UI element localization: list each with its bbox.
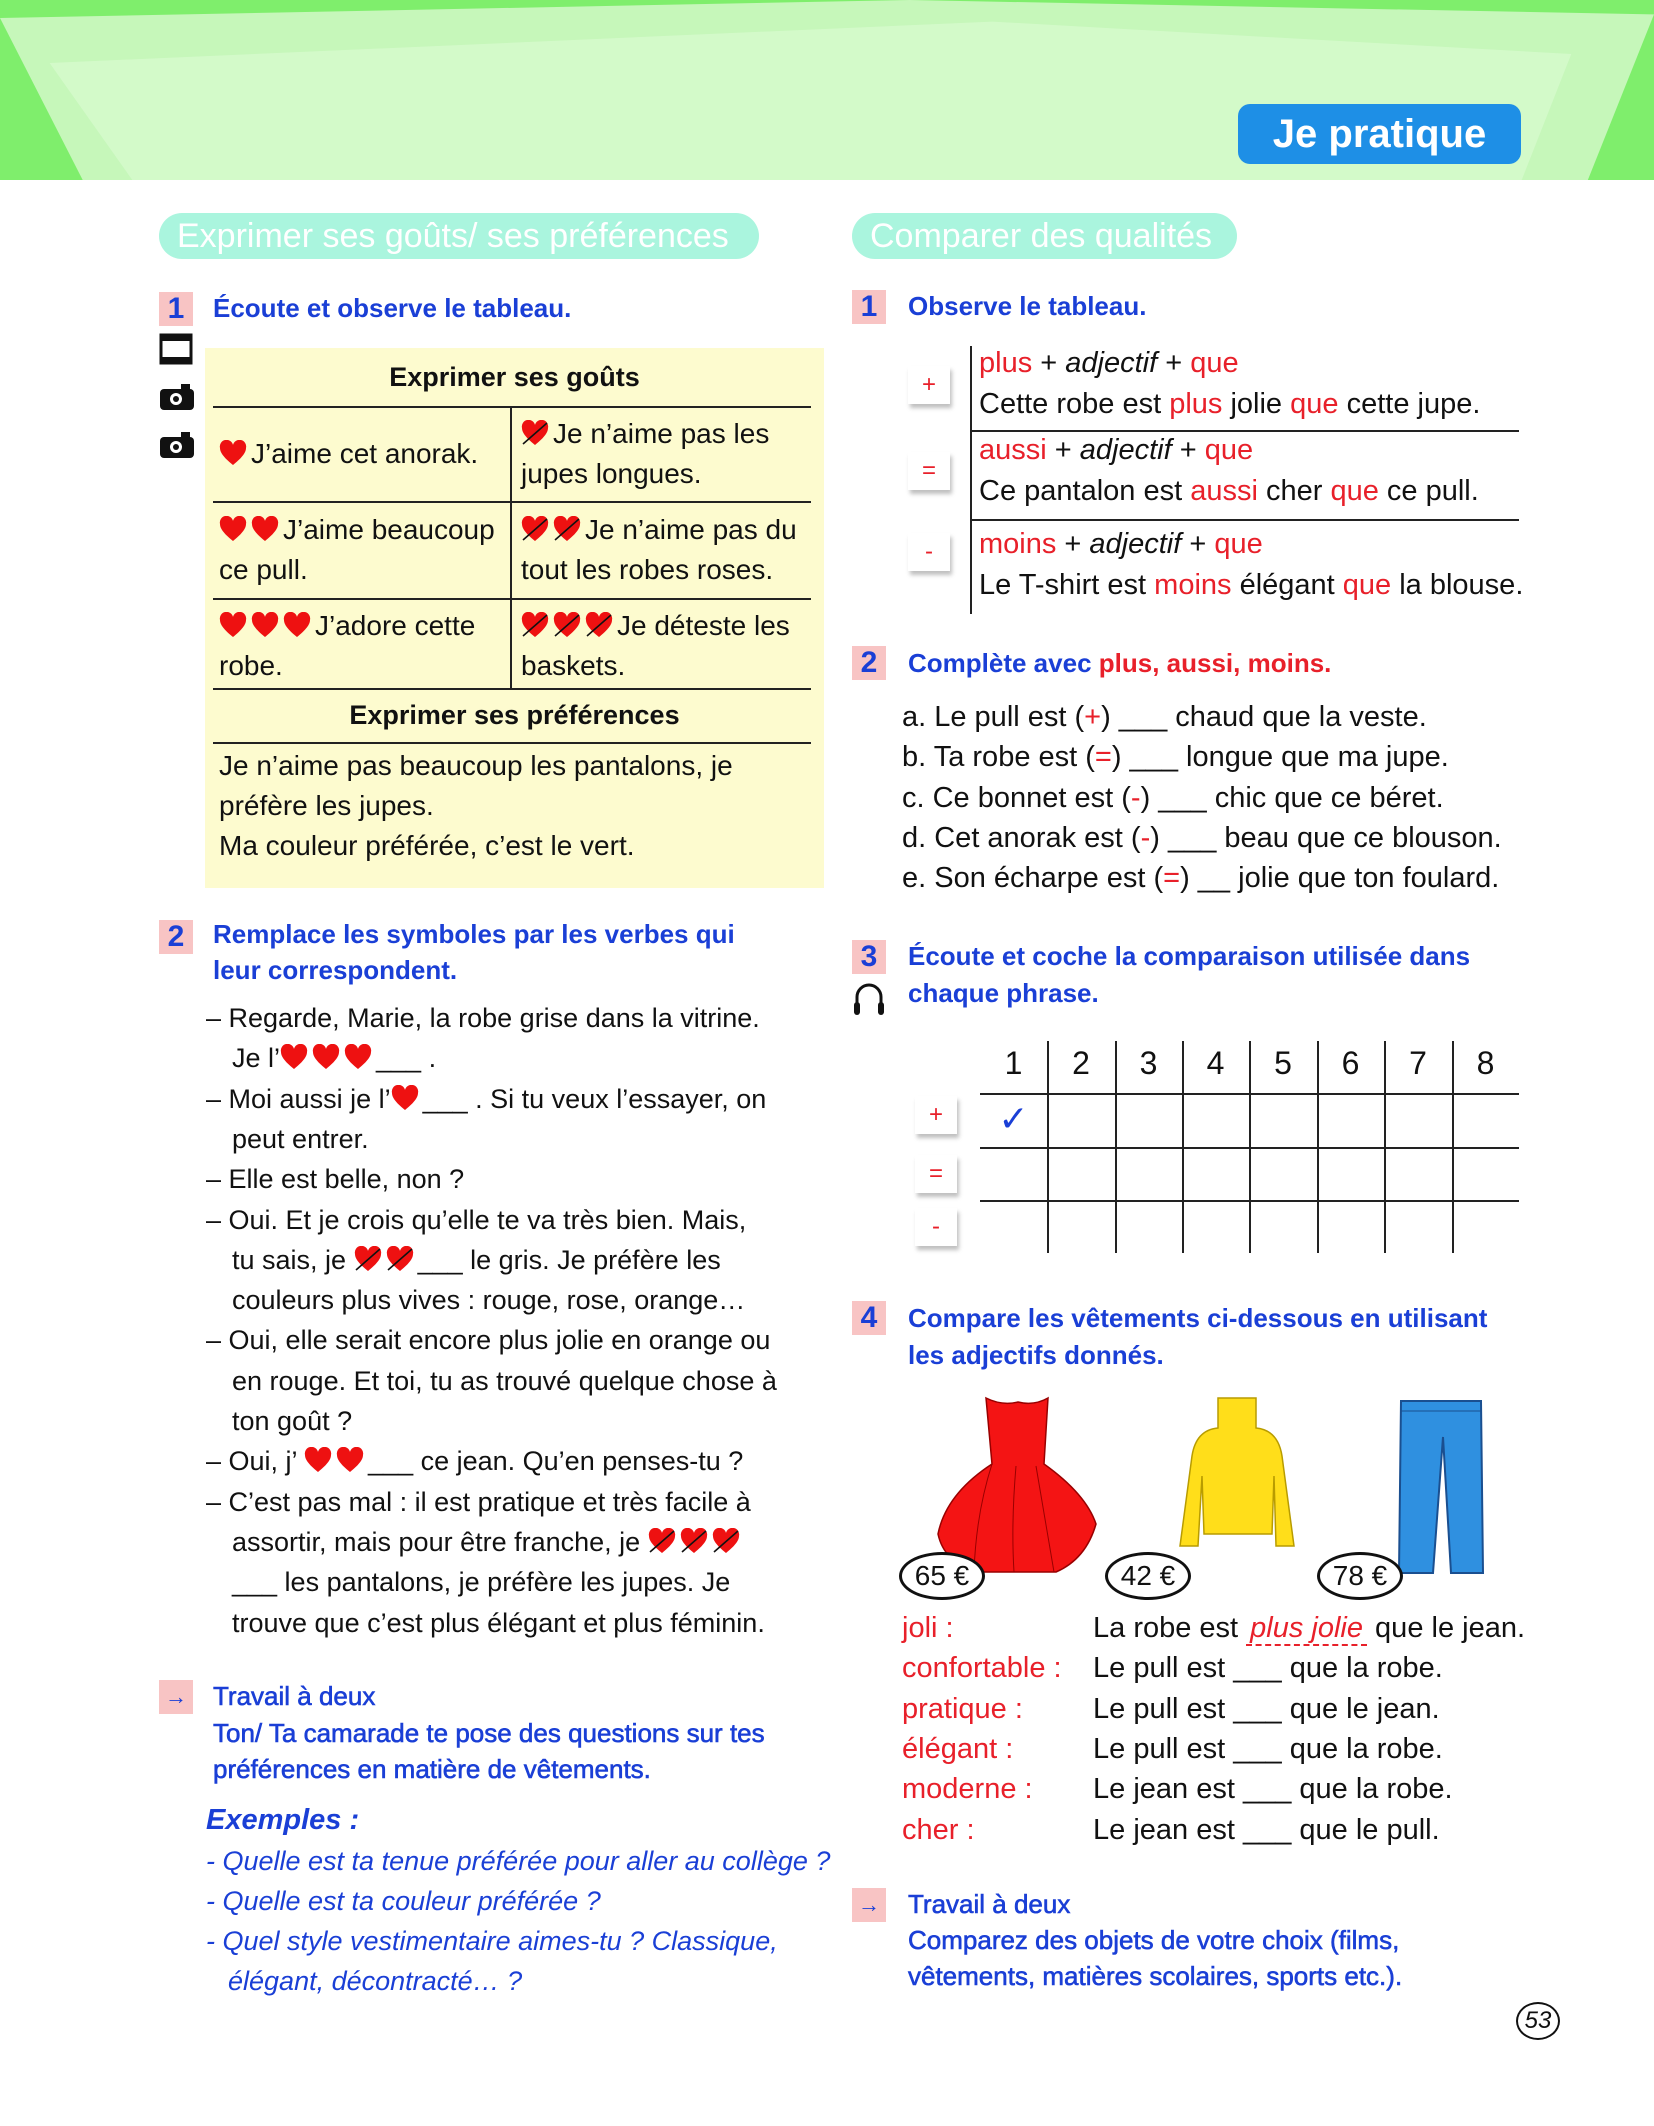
check-cell[interactable] — [1047, 1148, 1115, 1200]
plus-sign: + — [1165, 347, 1183, 379]
line-text: ton goût ? — [232, 1406, 353, 1436]
price-tag-sweater: 42 € — [1105, 1552, 1191, 1600]
sentence-part: La robe est — [1093, 1612, 1247, 1644]
line-text: ___ le gris. Je préfère les — [417, 1244, 721, 1275]
sign-box-2: - — [908, 533, 950, 571]
section-title-right: Comparer des qualités — [852, 213, 1237, 259]
check-cell[interactable] — [1115, 1148, 1182, 1200]
preference-line: Ma couleur préférée, c’est le vert. — [219, 830, 635, 861]
price-tag-jeans: 78 € — [1317, 1552, 1403, 1600]
check-cell[interactable] — [1384, 1201, 1452, 1253]
sentence-part: Ce pantalon est — [979, 475, 1191, 507]
heart-icon — [336, 1447, 364, 1473]
red-dress-image — [936, 1394, 1098, 1574]
dialogue-line — [232, 1401, 352, 1441]
dialogue-line — [232, 1280, 745, 1320]
line-text: Oui, j’ — [228, 1446, 305, 1477]
blue-jeans-image — [1397, 1397, 1487, 1577]
table-header-tastes: Exprimer ses goûts — [389, 362, 640, 392]
sentence-part: que le jean. — [1367, 1612, 1526, 1644]
item-pre: d. Cet anorak est ( — [902, 821, 1141, 854]
example-sentence — [979, 384, 1480, 424]
comparison-sentence — [1093, 1810, 1440, 1850]
sentence-part: que — [1342, 569, 1392, 601]
table-cell-like — [219, 510, 495, 590]
sentence-part: Cette robe est — [979, 388, 1170, 420]
check-mark[interactable]: ✓ — [998, 1098, 1029, 1139]
cell-text: Je n’aime pas les — [553, 418, 770, 449]
exercise-title-line: leur correspondent. — [213, 955, 458, 985]
adjective: moderne : — [902, 1773, 1033, 1806]
example-line: - Quel style vestimentaire aimes-tu ? Classique, — [206, 1926, 778, 1956]
examples-label: Exemples : — [206, 1804, 360, 1836]
column-number: 7 — [1409, 1045, 1427, 1081]
sentence-part: aussi — [1190, 475, 1258, 507]
film-icon[interactable] — [159, 333, 193, 365]
check-cell[interactable] — [1384, 1096, 1452, 1147]
line-text: C’est pas mal : il est pratique et très facile à — [228, 1486, 751, 1517]
cell-text: tout les robes roses. — [521, 554, 774, 585]
line-text: Oui. Et je crois qu’elle te va très bien. Mais, — [228, 1204, 747, 1235]
check-cell[interactable] — [1249, 1096, 1317, 1147]
item-sign: - — [1140, 821, 1151, 854]
line-text: assortir, mais pour être franche, je — [232, 1526, 648, 1557]
headphones-icon[interactable] — [852, 980, 886, 1016]
comparative-word: plus — [979, 347, 1033, 379]
check-cell[interactable] — [1047, 1096, 1115, 1147]
sentence-part: Le T-shirt est — [979, 569, 1155, 601]
adjective: joli : — [902, 1612, 954, 1644]
exercise-title: Observe le tableau. — [908, 291, 1147, 321]
sentence-part: ce pull. — [1378, 475, 1479, 507]
pair-work-line: Ton/ Ta camarade te pose des questions sur tes — [213, 1718, 765, 1748]
line-text: Je l’ — [232, 1043, 281, 1074]
fill-item — [902, 818, 1502, 858]
camera-icon[interactable] — [159, 431, 195, 459]
answer: plus jolie — [1246, 1612, 1367, 1646]
adjective: élégant : — [902, 1732, 1014, 1765]
adjective-label: adjectif — [1079, 434, 1172, 466]
comparative-word: moins — [979, 528, 1057, 560]
cell-text: J’adore cette — [315, 610, 476, 641]
sentence-part: Le jean est ___ que le pull. — [1093, 1813, 1440, 1846]
crossed-heart-icon — [354, 1246, 382, 1272]
item-pre: e. Son écharpe est ( — [902, 862, 1164, 895]
dialogue-line: – C’est pas mal : il est pratique et très facile à — [206, 1486, 751, 1517]
adjective: pratique : — [902, 1692, 1023, 1725]
check-cell[interactable] — [1452, 1201, 1519, 1253]
line-text: ___ . Si tu veux l’essayer, on — [422, 1083, 767, 1114]
exercise-number: 2 — [852, 646, 886, 680]
sentence-part: Le jean est ___ que la robe. — [1093, 1773, 1453, 1806]
check-cell[interactable] — [1317, 1148, 1384, 1200]
que-word: que — [1204, 434, 1254, 466]
formula — [979, 343, 1239, 383]
check-cell[interactable] — [1182, 1096, 1249, 1147]
crossed-heart-icon — [712, 1528, 740, 1554]
exercise-title-line: chaque phrase. — [908, 978, 1099, 1008]
plus-sign: + — [1179, 434, 1197, 466]
comparison-sentence — [1093, 1648, 1443, 1688]
title-text: Complète avec — [908, 648, 1092, 678]
crossed-heart-icon — [553, 612, 581, 638]
table-cell-like — [219, 606, 475, 686]
crossed-heart-icon — [386, 1246, 414, 1272]
exercise-title-line: Remplace les symboles par les verbes qui — [213, 919, 735, 949]
exercise-title: Écoute et observe le tableau. — [213, 293, 572, 323]
example-line: élégant, décontracté… ? — [228, 1966, 523, 1996]
table-cell-like — [219, 434, 478, 474]
line-text: ___ les pantalons, je préfère les jupes. Je — [232, 1567, 731, 1598]
exercise-title-line: Écoute et coche la comparaison utilisée dans — [908, 941, 1471, 971]
sign-box-2: - — [915, 1208, 957, 1246]
sign-box-0: + — [908, 366, 950, 404]
fill-item — [902, 778, 1444, 818]
crossed-heart-icon — [680, 1528, 708, 1554]
check-cell[interactable] — [1384, 1148, 1452, 1200]
preference-line: Je n’aime pas beaucoup les pantalons, je — [219, 750, 733, 781]
exercise-number: 1 — [159, 292, 193, 326]
check-cell[interactable] — [1452, 1096, 1519, 1147]
sentence-part: que — [1330, 475, 1379, 507]
fill-item — [902, 858, 1499, 898]
dialogue-line: – Moi aussi je l’ ___ . Si tu veux l’essayer, on — [206, 1083, 767, 1114]
price-tag-dress: 65 € — [899, 1552, 985, 1600]
cell-text: J’aime beaucoup — [283, 514, 495, 545]
exercise-number: 1 — [852, 290, 886, 324]
cell-text: Je n’aime pas du — [585, 514, 797, 545]
plus-sign: + — [1040, 347, 1058, 379]
item-sign: = — [1163, 862, 1181, 895]
check-cell[interactable] — [1047, 1201, 1115, 1253]
comparison-sentence — [1093, 1608, 1525, 1648]
dialogue-line — [232, 1119, 369, 1159]
sentence-part: élégant — [1231, 569, 1343, 601]
exercise-title — [908, 645, 1331, 681]
exercise-number: 4 — [852, 1301, 886, 1335]
formula — [979, 524, 1263, 564]
sentence-part: Le pull est ___ que la robe. — [1093, 1732, 1443, 1765]
table-cell-dislike — [521, 606, 790, 686]
column-number: 5 — [1274, 1045, 1292, 1081]
que-word: que — [1190, 347, 1239, 379]
crossed-heart-icon — [585, 612, 613, 638]
item-post: ) ___ chaud que la veste. — [1101, 701, 1427, 733]
line-text: ___ ce jean. Qu’en penses-tu ? — [368, 1446, 744, 1477]
column-number: 1 — [1004, 1045, 1023, 1081]
heart-icon — [219, 440, 247, 466]
check-cell[interactable] — [1115, 1201, 1182, 1253]
heart-icon — [344, 1044, 372, 1070]
dialogue-line: – Elle est belle, non ? — [206, 1164, 465, 1195]
pair-work-title: Travail à deux — [213, 1681, 376, 1711]
column-number: 6 — [1341, 1045, 1360, 1081]
sentence-part: jolie — [1222, 388, 1291, 420]
column-number: 3 — [1139, 1045, 1158, 1081]
yellow-sweater-image — [1178, 1396, 1296, 1562]
heart-icon — [283, 612, 311, 638]
adjective-label: adjectif — [1089, 528, 1182, 560]
cell-text: J’aime cet anorak. — [251, 438, 479, 469]
item-post: ) ___ chic que ce béret. — [1140, 781, 1444, 814]
sentence-part: que — [1290, 388, 1339, 420]
line-text: Moi aussi je l’ — [228, 1083, 391, 1114]
heart-icon — [251, 612, 279, 638]
example-line: - Quelle est ta tenue préférée pour aller au collège ? — [206, 1846, 831, 1876]
line-text: Elle est belle, non ? — [228, 1164, 465, 1195]
heart-icon — [312, 1044, 340, 1070]
example-line: - Quelle est ta couleur préférée ? — [206, 1886, 601, 1916]
item-pre: c. Ce bonnet est ( — [902, 781, 1131, 814]
check-cell[interactable] — [980, 1201, 1047, 1253]
dialogue-line: – Oui, elle serait encore plus jolie en orange ou — [206, 1325, 771, 1356]
check-cell[interactable] — [980, 1148, 1047, 1200]
check-cell[interactable] — [1115, 1096, 1182, 1147]
crossed-heart-icon — [521, 612, 549, 638]
plus-sign: + — [1064, 528, 1082, 560]
cell-text: jupes longues. — [521, 458, 702, 489]
arrow-icon: → — [852, 1888, 886, 1922]
sign-box-0: + — [915, 1096, 957, 1134]
dialogue-line: – Regarde, Marie, la robe grise dans la vitrine. — [206, 1003, 760, 1033]
cell-text: ce pull. — [219, 554, 308, 585]
heart-icon — [251, 516, 279, 542]
heart-icon — [304, 1447, 332, 1473]
formula — [979, 430, 1253, 470]
sentence-part: Le pull est ___ que la robe. — [1093, 1652, 1443, 1685]
heart-icon — [219, 612, 247, 638]
check-cell[interactable] — [1452, 1148, 1519, 1200]
sentence-part: la blouse. — [1391, 569, 1524, 601]
pair-work-title: Travail à deux — [908, 1889, 1071, 1919]
crossed-heart-icon — [521, 420, 549, 446]
dialogue-line: – Oui. Et je crois qu’elle te va très bien. Mais, — [206, 1204, 747, 1235]
crossed-heart-icon — [553, 516, 581, 542]
line-text: Oui, elle serait encore plus jolie en orange ou — [228, 1325, 771, 1356]
sign-box-1: = — [908, 452, 950, 490]
column-number: 2 — [1072, 1045, 1090, 1081]
arrow-icon: → — [159, 1680, 193, 1714]
fill-item — [902, 697, 1427, 737]
check-cell[interactable] — [1317, 1096, 1384, 1147]
line-text: couleurs plus vives : rouge, rose, orange… — [232, 1285, 746, 1316]
heart-icon — [391, 1085, 419, 1111]
preference-line: préfère les jupes. — [219, 790, 434, 821]
adjective: confortable : — [902, 1652, 1062, 1685]
plus-sign: + — [1054, 434, 1072, 466]
line-text: en rouge. Et toi, tu as trouvé quelque chose à — [232, 1365, 777, 1396]
item-pre: b. Ta robe est ( — [902, 741, 1095, 774]
item-post: ) ___ beau que ce blouson. — [1150, 821, 1502, 854]
line-text: Regarde, Marie, la robe grise dans la vitrine. — [228, 1003, 760, 1033]
dialogue-line — [232, 1522, 744, 1562]
sentence-part: cette jupe. — [1338, 388, 1481, 420]
comparison-sentence — [1093, 1689, 1440, 1729]
sentence-part: moins — [1154, 569, 1232, 601]
line-text: tu sais, je — [232, 1244, 354, 1275]
plus-sign: + — [1189, 528, 1207, 560]
comparative-word: aussi — [979, 434, 1047, 466]
heart-icon — [219, 516, 247, 542]
que-word: que — [1214, 528, 1263, 560]
pair-work-line: vêtements, matières scolaires, sports etc.). — [908, 1961, 1403, 1991]
check-cell[interactable] — [1249, 1201, 1317, 1253]
table-cell-dislike — [521, 414, 769, 494]
title-keywords: plus, aussi, moins. — [1098, 648, 1332, 678]
column-number: 8 — [1476, 1045, 1495, 1081]
adjective: cher : — [902, 1813, 975, 1846]
dialogue-line: – Oui, j’ ___ ce jean. Qu’en penses-tu ? — [206, 1446, 744, 1477]
crossed-heart-icon — [521, 516, 549, 542]
item-sign: + — [1084, 701, 1102, 733]
sentence-part: Le pull est ___ que le jean. — [1093, 1692, 1440, 1725]
fill-item — [902, 737, 1449, 777]
page-number: 53 — [1516, 2002, 1560, 2040]
cell-text: robe. — [219, 650, 283, 681]
comparison-sentence — [1093, 1729, 1443, 1769]
cell-text: Je déteste les — [617, 610, 790, 641]
dialogue-line — [232, 1603, 765, 1643]
exercise-title-line: les adjectifs donnés. — [908, 1340, 1164, 1370]
section-title-left: Exprimer ses goûts/ ses préférences — [159, 213, 759, 259]
example-sentence — [979, 471, 1479, 511]
example-sentence — [979, 565, 1523, 605]
camera-icon[interactable] — [159, 383, 195, 411]
item-post: ) ___ longue que ma jupe. — [1111, 741, 1449, 774]
check-cell[interactable] — [980, 1096, 1047, 1147]
check-cell[interactable] — [1249, 1148, 1317, 1200]
tastes-table — [205, 348, 824, 888]
pair-work-line: préférences en matière de vêtements. — [213, 1754, 651, 1784]
sign-box-1: = — [915, 1155, 957, 1193]
exercise-number: 3 — [852, 940, 886, 974]
column-number: 4 — [1206, 1045, 1225, 1081]
item-pre: a. Le pull est ( — [902, 701, 1085, 733]
table-header-preferences: Exprimer ses préférences — [349, 700, 680, 730]
dialogue-line — [232, 1240, 721, 1280]
dialogue-line — [232, 1038, 436, 1078]
cell-text: baskets. — [521, 650, 626, 681]
pair-work-line: Comparez des objets de votre choix (films, — [908, 1925, 1400, 1955]
table-cell-dislike — [521, 510, 797, 590]
check-cell[interactable] — [1182, 1201, 1249, 1253]
exercise-title-line: Compare les vêtements ci-dessous en utilisant — [908, 1303, 1488, 1333]
line-text: trouve que c’est plus élégant et plus féminin. — [232, 1607, 765, 1638]
sentence-part: cher — [1257, 475, 1331, 507]
dialogue-line — [232, 1361, 777, 1401]
dialogue-line — [232, 1562, 730, 1602]
sentence-part: plus — [1169, 388, 1223, 420]
line-text: peut entrer. — [232, 1123, 369, 1154]
heart-icon — [280, 1044, 308, 1070]
je-pratique-badge: Je pratique — [1238, 104, 1521, 164]
check-cell[interactable] — [1182, 1148, 1249, 1200]
crossed-heart-icon — [648, 1528, 676, 1554]
exercise-number: 2 — [159, 920, 193, 954]
adjective-label: adjectif — [1065, 347, 1158, 379]
comparison-sentence — [1093, 1769, 1453, 1809]
item-sign: - — [1130, 781, 1141, 814]
item-post: ) __ jolie que ton foulard. — [1180, 862, 1500, 895]
line-text: ___ . — [376, 1043, 437, 1074]
check-cell[interactable] — [1317, 1201, 1384, 1253]
item-sign: = — [1094, 741, 1112, 774]
